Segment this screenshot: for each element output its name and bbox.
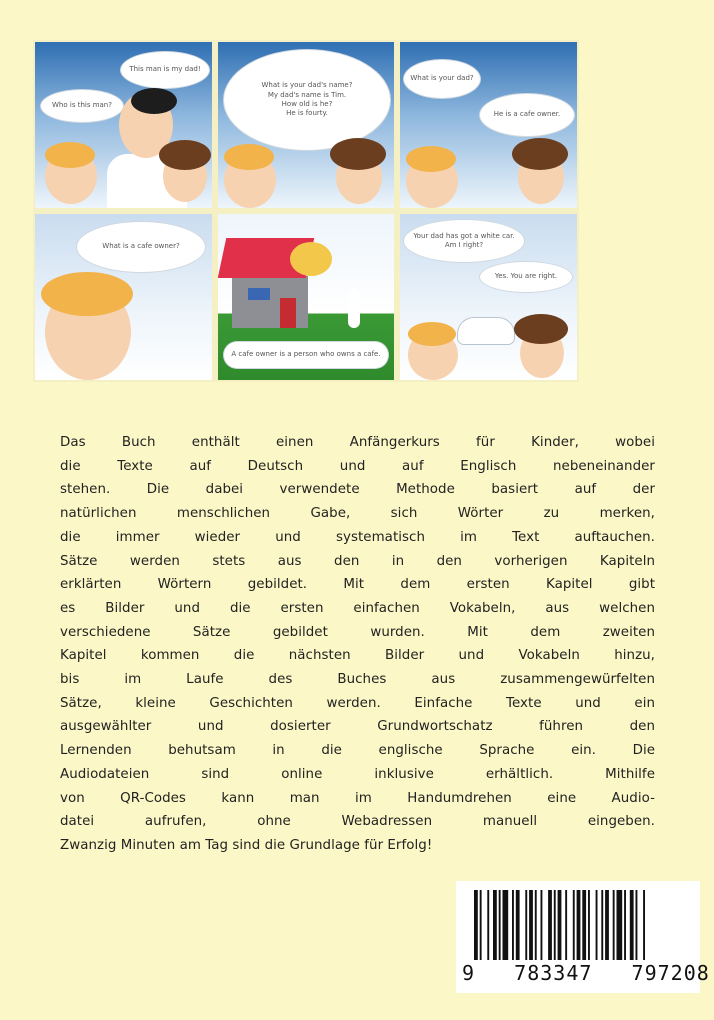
boy-blond-hair	[41, 272, 133, 316]
description-line: Sätze werden stets aus den in den vorherigen Kapiteln	[60, 553, 655, 569]
bubble-text: Yes. You are right.	[494, 272, 558, 281]
barcode-bar	[558, 890, 562, 960]
speech-bubble	[480, 94, 574, 136]
bubble-text: This man is my dad!	[129, 65, 201, 74]
barcode-digits: 9 783347 797208	[462, 961, 710, 985]
description-line: Audiodateien sind online inklusive erhältlich. Mithilfe	[60, 766, 655, 782]
boy-blond-hair	[408, 322, 456, 346]
barcode-bar	[548, 890, 552, 960]
description-line: ausgewählter und dosierter Grundwortschatz führen den	[60, 719, 655, 735]
boy-blond-hair	[45, 142, 95, 168]
boy-blond-hair	[406, 146, 456, 172]
description-line: die immer wieder und systematisch im Text auftauchen.	[60, 529, 655, 545]
description-line: die Texte auf Deutsch und auf Englisch nebeneinander	[60, 458, 655, 474]
bubble-text: He is a cafe owner.	[493, 110, 561, 119]
barcode-bar	[601, 890, 603, 960]
barcode-bar	[582, 890, 586, 960]
boy-brown-hair	[159, 140, 211, 170]
comic-panel-3	[400, 42, 577, 208]
barcode-bar	[525, 890, 527, 960]
description-line: Sätze, kleine Geschichten werden. Einfache Texte und ein	[60, 695, 655, 711]
comic-panel-5	[218, 214, 394, 380]
barcode-bars	[474, 890, 684, 960]
barcode-bar	[512, 890, 514, 960]
bubble-text: Who is this man?	[52, 101, 112, 110]
cafe-sign	[290, 242, 332, 276]
barcode-bar	[573, 890, 575, 960]
description-line: datei aufrufen, ohne Webadressen manuell eingeben.	[60, 814, 655, 830]
barcode-bar	[541, 890, 543, 960]
bubble-text: He is fourty.	[286, 109, 328, 118]
book-description	[60, 431, 655, 858]
description-line: natürlichen menschlichen Gabe, sich Wörter zu merken,	[60, 506, 655, 522]
description-line: von QR-Codes kann man im Handumdrehen eine Audio-	[60, 790, 655, 806]
barcode-bar	[596, 890, 598, 960]
description-line: Zwanzig Minuten am Tag sind die Grundlage für Erfolg!	[60, 837, 433, 853]
barcode-bar	[529, 890, 533, 960]
boy-brown-hair	[512, 138, 568, 170]
barcode-bar	[516, 890, 520, 960]
barcode-bar	[588, 890, 590, 960]
house-door	[280, 298, 296, 328]
speech-bubble	[41, 90, 123, 122]
barcode-bar	[503, 890, 509, 960]
barcode-bar	[480, 890, 482, 960]
speech-bubble	[121, 52, 209, 88]
bubble-text: Am I right?	[444, 241, 484, 249]
comic-panel-6	[400, 214, 577, 380]
bubble-text: How old is he?	[281, 100, 333, 108]
description-line: Kapitel kommen die nächsten Bilder und Vokabeln hinzu,	[60, 648, 655, 664]
barcode-bar	[624, 890, 626, 960]
barcode-bar	[577, 890, 581, 960]
man-figure	[348, 288, 360, 328]
barcode-bar	[636, 890, 638, 960]
description-line: verschiedene Sätze gebildet wurden. Mit dem zweiten	[60, 624, 655, 640]
comic-panel-1	[35, 42, 212, 208]
barcode-bar	[643, 890, 645, 960]
barcode-bar	[617, 890, 623, 960]
barcode-bar	[605, 890, 609, 960]
comic-strip	[33, 40, 579, 382]
barcode-bar	[613, 890, 615, 960]
description-line: bis im Laufe des Buches aus zusammengewürfelten	[60, 672, 655, 688]
bubble-text: What is your dad?	[410, 74, 474, 83]
dad-hair	[131, 88, 177, 114]
isbn-barcode	[456, 881, 710, 993]
bubble-text: Your dad has got a white car.	[413, 231, 515, 240]
barcode-bar	[493, 890, 497, 960]
comic-panel-4	[35, 214, 212, 380]
barcode-bar	[554, 890, 556, 960]
description-line: Lernenden behutsam in die englische Sprache ein. Die	[60, 743, 655, 759]
barcode-bar	[535, 890, 537, 960]
house-wall	[232, 276, 308, 328]
description-line: erklärten Wörtern gebildet. Mit dem ersten Kapitel gibt	[60, 577, 655, 593]
boy-brown-hair	[330, 138, 386, 170]
speech-bubble	[224, 50, 390, 150]
white-car	[458, 318, 514, 344]
boy-brown-hair	[514, 314, 568, 344]
bubble-text: A cafe owner is a person who owns a cafe.	[231, 350, 381, 359]
description-line: Das Buch enthält einen Anfängerkurs für Kinder, wobei	[60, 435, 655, 450]
bubble-text: What is a cafe owner?	[102, 242, 180, 251]
barcode-bar	[474, 890, 478, 960]
bubble-text: My dad's name is Tim.	[267, 90, 347, 99]
speech-bubble	[224, 342, 388, 368]
speech-bubble	[404, 60, 480, 98]
speech-bubble	[404, 220, 524, 262]
bubble-text: What is your dad's name?	[261, 81, 353, 90]
description-line: stehen. Die dabei verwendete Methode basiert auf der	[60, 482, 655, 498]
description-line: es Bilder und die ersten einfachen Vokabeln, aus welchen	[60, 600, 655, 616]
barcode-bar	[565, 890, 567, 960]
speech-bubble	[77, 222, 205, 272]
barcode-bar	[487, 890, 489, 960]
house-window	[248, 288, 270, 300]
boy-blond-hair	[224, 144, 274, 170]
barcode-bar	[630, 890, 634, 960]
comic-panel-2	[218, 42, 394, 208]
barcode-bar	[499, 890, 501, 960]
speech-bubble	[480, 262, 572, 292]
